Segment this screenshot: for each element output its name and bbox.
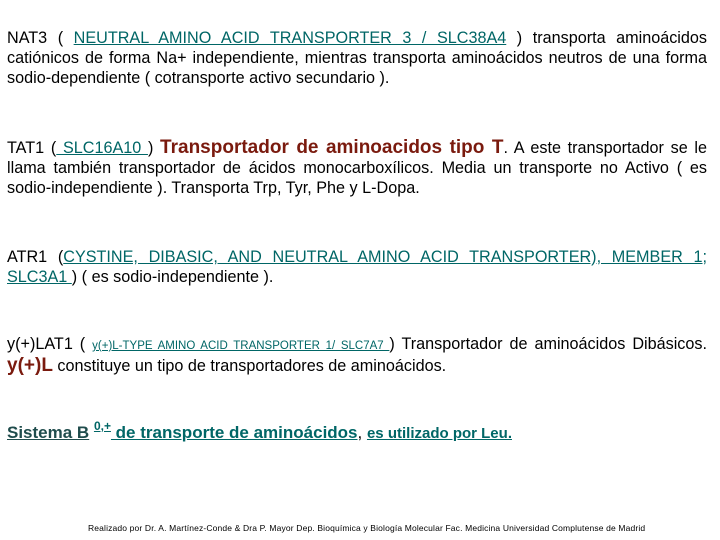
ylat1-text1: ) Transportador de aminoácidos Dibásicos. xyxy=(389,335,707,353)
nat3-paragraph xyxy=(7,28,707,88)
footer-credits: Realizado por Dr. A. Martínez-Conde & Dra P. Mayor Dep. Bioquímica y Biología Molecular Fac. Medicina Universidad Complutense de Madrid xyxy=(88,523,646,533)
tat1-text: . A este transportador se le llama también transportador de ácidos monocarboxílicos. Media un transporte no Activo ( es sodio-independiente ). Transporta Trp, Tyr, Phe y L-Dopa. xyxy=(7,139,708,197)
sistema-b-comma: , xyxy=(357,423,367,442)
atr1-link[interactable]: CYSTINE, DIBASIC, AND NEUTRAL AMINO ACID TRANSPORTER), MEMBER 1; SLC3A1 xyxy=(7,248,707,286)
tat1-paragraph xyxy=(7,138,707,198)
ylat1-highlight: y(+)L xyxy=(7,355,53,376)
atr1-text: ) ( es sodio-independiente ). xyxy=(71,268,274,286)
sistema-b-paragraph xyxy=(7,419,707,444)
ylat1-prefix: y(+)LAT1 ( xyxy=(7,335,93,353)
sistema-b-title[interactable]: Sistema B xyxy=(7,423,90,442)
leu-link[interactable]: es utilizado por Leu. xyxy=(366,425,512,442)
nat3-prefix: NAT3 ( xyxy=(7,29,74,47)
ylat1-paragraph xyxy=(7,334,707,376)
tat1-highlight: Transportador de aminoacidos tipo T xyxy=(160,137,504,158)
sistema-b-link[interactable]: de transporte de aminoácidos xyxy=(110,423,358,442)
sistema-b-superscript: 0,+ xyxy=(93,419,111,433)
nat3-text: ) transporta aminoácidos catiónicos de forma Na+ independiente, mientras transporta aminoácidos neutros de una forma sodio-dependiente ( cotransporte activo secundario ). xyxy=(7,29,707,87)
tat1-paren: ) xyxy=(147,139,154,157)
tat1-link[interactable]: SLC16A10 xyxy=(56,139,148,157)
atr1-paragraph xyxy=(7,247,707,287)
ylat1-link[interactable]: y(+)L-TYPE AMINO ACID TRANSPORTER 1/ SLC7A7 xyxy=(92,340,390,352)
ylat1-text2: constituye un tipo de transportadores de aminoácidos. xyxy=(52,357,447,375)
tat1-prefix: TAT1 ( xyxy=(7,139,57,157)
nat3-link[interactable]: NEUTRAL AMINO ACID TRANSPORTER 3 / SLC38A4 xyxy=(73,29,507,47)
atr1-prefix: ATR1 ( xyxy=(7,248,64,266)
